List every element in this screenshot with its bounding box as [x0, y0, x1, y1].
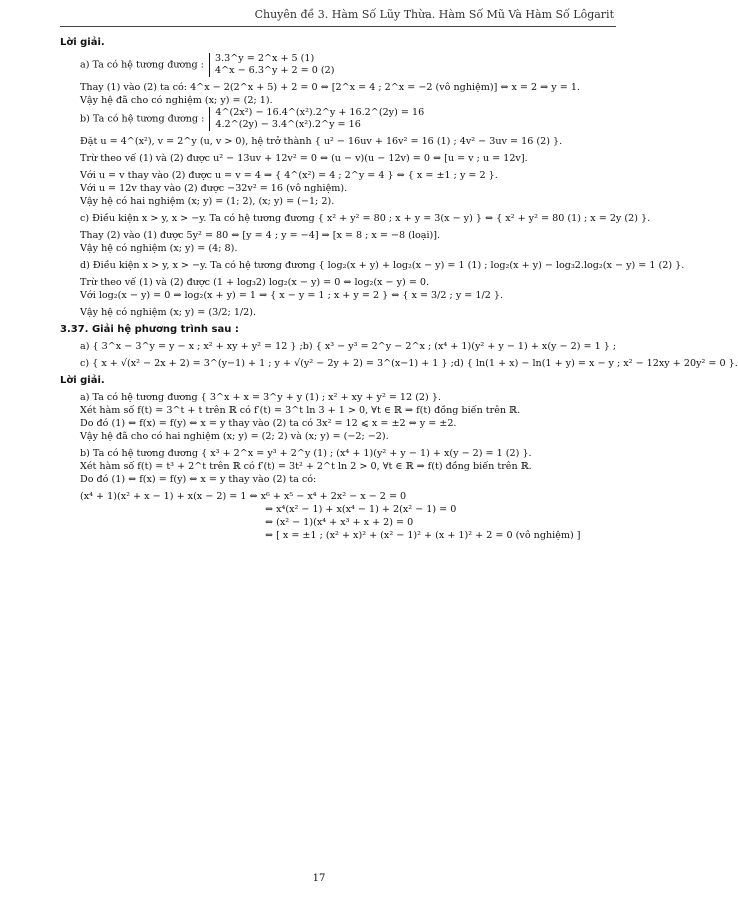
- text-line: Thay (2) vào (1) được 5y² = 80 ⇔ [y = 4 ; y = −4] ⇒ [x = 8 ; x = −8 (loại)].: [80, 230, 441, 241]
- exercise-b: b) { x³ − y³ = 2^y − 2^x ; (x⁴ + 1)(y² + y − 1) + x(y − 2) = 1 } ;: [302, 341, 617, 352]
- text-line: d) Điều kiện x > y, x > −y. Ta có hệ tương đương { log₂(x + y) + log₂(x − y) = 1 (1) ; log₂(x + y) − log₃2.log₂(x − y) = 1 (2) }.: [80, 260, 685, 271]
- text-line: Do đó (1) ⇔ f(x) = f(y) ⇔ x = y thay vào (2) ta có 3x² = 12 ⩽ x = ±2 ⇔ y = ±2.: [80, 418, 457, 429]
- text-line: Vậy hệ đã cho có nghiệm (x; y) = (2; 1).: [80, 95, 273, 106]
- part-b-label: b) Ta có hệ tương đương :: [80, 113, 205, 125]
- text-line: Vậy hệ có hai nghiệm (x; y) = (1; 2), (x; y) = (−1; 2).: [80, 196, 335, 207]
- text-line: Xét hàm số f(t) = 3^t + t trên ℝ có f′(t) = 3^t ln 3 + 1 > 0, ∀t ∈ ℝ ⇒ f(t) đồng biến trên ℝ.: [80, 405, 521, 416]
- text-line: Vậy hệ đã cho có hai nghiệm (x; y) = (2; 2) và (x; y) = (−2; −2).: [80, 431, 389, 442]
- equation-line: ⇔ [ x = ±1 ; (x² + x)² + (x² − 1)² + (x + 1)² + 2 = 0 (vô nghiệm) ]: [265, 530, 581, 541]
- solution-heading: Lời giải.: [60, 37, 105, 48]
- equation-line: (x⁴ + 1)(x² + x − 1) + x(x − 2) = 1 ⇔ x⁶ + x⁵ − x⁴ + 2x² − x − 2 = 0: [80, 491, 407, 502]
- page-number: 17: [312, 873, 326, 884]
- running-header: Chuyên đề 3. Hàm Số Lũy Thừa. Hàm Số Mũ Và Hàm Số Lôgarit: [254, 8, 614, 21]
- system-a-eq2: 4^x − 6.3^y + 2 = 0 (2): [214, 65, 335, 76]
- text-line: Vậy hệ có nghiệm (x; y) = (4; 8).: [80, 243, 238, 254]
- text-line: Với log₂(x − y) = 0 ⇒ log₂(x + y) = 1 ⇒ { x − y = 1 ; x + y = 2 } ⇔ { x = 3/2 ; y = 1/2 }.: [80, 290, 504, 301]
- part-b-intro: [60, 107, 612, 131]
- text-line: b) Ta có hệ tương đương { x³ + 2^x = y³ + 2^y (1) ; (x⁴ + 1)(y² + y − 1) + x(y − 2) = 1 (2) }.: [80, 448, 532, 459]
- text-line: Đặt u = 4^(x²), v = 2^y (u, v > 0), hệ trở thành { u² − 16uv + 16v² = 16 (1) ; 4v² − 3uv = 16 (2) }.: [80, 136, 563, 147]
- text-line: Trừ theo vế (1) và (2) được u² − 13uv + 12v² = 0 ⇔ (u − v)(u − 12v) = 0 ⇔ [u = v ; u = 12v].: [80, 153, 528, 164]
- text-line: a) Ta có hệ tương đương { 3^x + x = 3^y + y (1) ; x² + xy + y² = 12 (2) }.: [80, 392, 441, 403]
- system-b-eq2: 4.2^(2y) − 3.4^(x²).2^y = 16: [215, 119, 361, 130]
- system-a: [209, 53, 335, 77]
- text-line: c) Điều kiện x > y, x > −y. Ta có hệ tương đương { x² + y² = 80 ; x + y = 3(x − y) } ⇔ { x² + y² = 80 (1) ; x = 2y (2) }.: [80, 213, 651, 224]
- exercise-row-2: [60, 357, 738, 370]
- text-line: Trừ theo vế (1) và (2) được (1 + log₃2) log₂(x − y) = 0 ⇔ log₂(x − y) = 0.: [80, 277, 430, 288]
- system-a-eq1: 3.3^y = 2^x + 5 (1): [214, 53, 315, 64]
- system-b: [209, 107, 424, 131]
- page-body: [60, 36, 738, 542]
- text-line: Với u = v thay vào (2) được u = v = 4 ⇒ { 4^(x²) = 4 ; 2^y = 4 } ⇔ { x = ±1 ; y = 2 }.: [80, 170, 498, 181]
- text-line: Vậy hệ có nghiệm (x; y) = (3/2; 1/2).: [80, 307, 257, 318]
- equation-line: ⇔ (x² − 1)(x⁴ + x³ + x + 2) = 0: [265, 517, 414, 528]
- exercise-heading: 3.37. Giải hệ phương trình sau :: [60, 324, 239, 335]
- exercise-row-1: [60, 340, 617, 353]
- text-line: Xét hàm số f(t) = t³ + 2^t trên ℝ có f′(t) = 3t² + 2^t ln 2 > 0, ∀t ∈ ℝ ⇒ f(t) đồng biến trên ℝ.: [80, 461, 532, 472]
- part-a-label: a) Ta có hệ tương đương :: [80, 59, 204, 71]
- exercise-d: d) { ln(1 + x) − ln(1 + y) = x − y ; x² − 12xy + 20y² = 0 }.: [453, 358, 738, 369]
- solution-heading-2: Lời giải.: [60, 375, 105, 386]
- text-line: Với u = 12v thay vào (2) được −32v² = 16 (vô nghiệm).: [80, 183, 348, 194]
- header-rule: [60, 26, 616, 27]
- equation-line: ⇔ x⁴(x² − 1) + x(x⁴ − 1) + 2(x² − 1) = 0: [265, 504, 457, 515]
- system-b-eq1: 4^(2x²) − 16.4^(x²).2^y + 16.2^(2y) = 16: [215, 107, 425, 118]
- exercise-a: a) { 3^x − 3^y = y − x ; x² + xy + y² = 12 } ;: [80, 341, 303, 352]
- text-line: Do đó (1) ⇔ f(x) = f(y) ⇔ x = y thay vào (2) ta có:: [80, 474, 317, 485]
- exercise-c: c) { x + √(x² − 2x + 2) = 3^(y−1) + 1 ; y + √(y² − 2y + 2) = 3^(x−1) + 1 } ;: [80, 358, 454, 369]
- text-line: Thay (1) vào (2) ta có: 4^x − 2(2^x + 5) + 2 = 0 ⇔ [2^x = 4 ; 2^x = −2 (vô nghiệm)] ⇔ x = 2 ⇒ y = 1.: [80, 82, 580, 93]
- part-a-intro: [60, 53, 612, 77]
